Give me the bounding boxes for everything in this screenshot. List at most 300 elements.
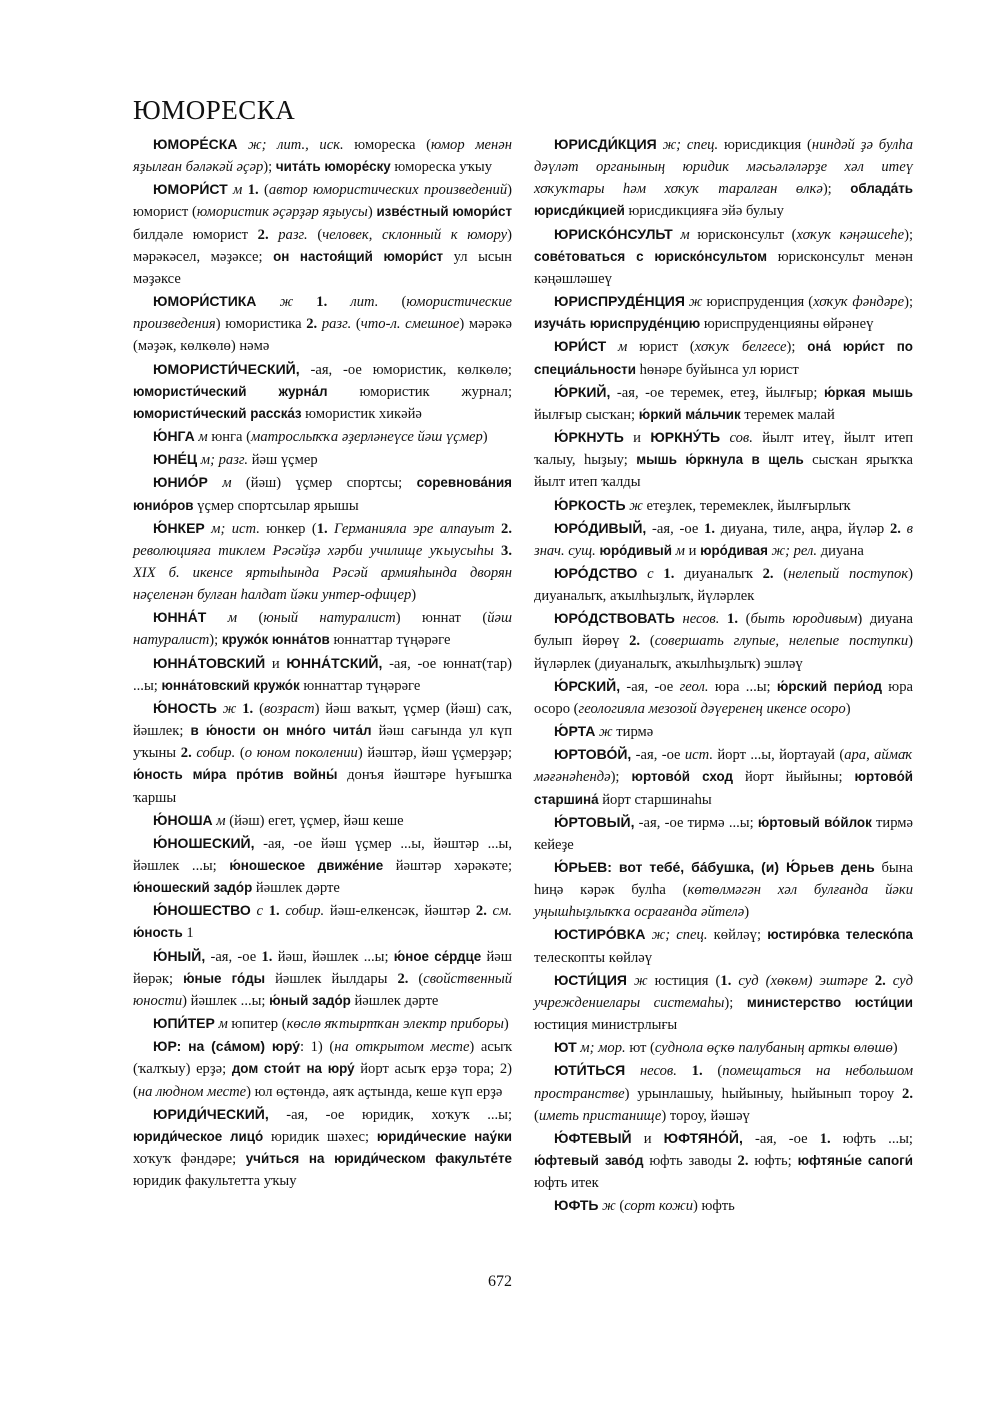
entry-example: ю́ркий ма́льчик — [638, 406, 741, 422]
entry-headword: ЮРИСДИ́КЦИЯ — [554, 136, 657, 152]
entry-translation: юрисконсульт ( — [689, 226, 797, 243]
entry-gloss: Германияла эре алпауыт — [327, 520, 502, 537]
entry-sense-number: 1. — [704, 520, 715, 537]
entry-example: учи́ться на юриди́ческом факульте́те — [245, 1151, 512, 1167]
entry-gloss: совершать глупые, нелепые поступки — [654, 633, 909, 650]
entry-headword: Ю́РКИЙ, — [554, 383, 611, 400]
entry-example: юмористи́ческий журна́л — [133, 383, 328, 399]
entry-translation: диуана — [817, 542, 864, 559]
entry-gloss: ж — [256, 294, 317, 311]
entry-gloss: суднола өҫкө палубаның арткы өлөшө — [654, 1040, 893, 1057]
entry-headword: ЮМОРИ́СТ — [153, 181, 228, 198]
entry-translation: 1 — [182, 925, 194, 942]
entry-example: она́ юри́ст по специа́льности — [534, 339, 913, 377]
entry-gloss: хоҡуҡ фәндәре — [813, 294, 905, 311]
entry-translation: диуаналыҡ — [674, 565, 763, 582]
entry-example: ю́рский пери́од — [776, 678, 882, 694]
entry-gloss: м; мор. — [576, 1040, 626, 1057]
entry-example: юфтяны́е сапоги́ — [797, 1153, 913, 1169]
entry-sense-number: 2. — [874, 972, 886, 989]
entry-translation: -ая, -ое йәш үҫмер ...ы, йәштәр ...ы, йәшлек ...ы; — [133, 835, 512, 874]
entry-gloss: ниндәй ҙә булһа дәүләт органының юридик мәсьәләләрҙе хәл итеү хоҡуҡтары һәм хоҡуҡ таралған өлкә — [534, 137, 913, 198]
entry-gloss: с — [637, 565, 664, 582]
entry-gloss: см. — [486, 903, 512, 920]
entry-gloss: хоҡуҡ кәңәшсеһе — [796, 226, 905, 243]
entry-headword: ЮР: на (са́мом) юру́ — [153, 1038, 300, 1055]
entry-translation: ( — [640, 633, 655, 650]
entry-gloss: сов. — [720, 430, 753, 447]
entry-example: юриди́ческие нау́ки — [376, 1128, 513, 1144]
entry-translation: юмористик журнал; — [327, 383, 512, 400]
dictionary-entry — [133, 606, 512, 651]
entry-example: юнна́товский кружо́к — [161, 677, 300, 693]
entry-translation: ( — [378, 294, 407, 311]
entry-translation: ( — [702, 1063, 723, 1080]
entry-gloss: м — [672, 226, 690, 243]
entry-headword: ЮНЕ́Ц — [153, 451, 198, 468]
dictionary-entry — [534, 856, 913, 923]
entry-translation: юннаттар түңәрәге — [299, 677, 421, 694]
entry-headword: Ю́НГА — [153, 428, 195, 445]
dictionary-entry — [534, 562, 913, 607]
dictionary-entry — [133, 652, 512, 697]
entry-example: он настоя́щий юмори́ст — [273, 248, 444, 264]
entry-translation: -ая, -ое — [620, 678, 680, 695]
dictionary-entry — [534, 969, 913, 1036]
entry-gloss: юмористик әҫәрҙәр яҙыусы — [196, 204, 368, 221]
entry-translation: ) — [411, 587, 417, 604]
entry-gloss: ист. — [684, 747, 714, 764]
entry-translation: юпитер ( — [227, 1016, 287, 1033]
entry-example: ю́ный задо́р — [269, 992, 351, 1008]
entry-gloss: ара, аймаҡ мәғәнәһендә — [534, 747, 913, 786]
dictionary-entry — [534, 517, 913, 562]
entry-translation: йәштәр хәрәкәте; — [383, 858, 513, 874]
entry-headword: ЮНИО́Р — [153, 474, 208, 491]
entry-gloss: несов. — [674, 611, 720, 628]
entry-translation: ) — [503, 1016, 509, 1033]
dictionary-entry — [133, 358, 512, 425]
entry-translation: ) диуаналыҡ, аҡылһыҙлыҡ, йүләрлек — [534, 565, 913, 605]
entry-translation: ); — [610, 769, 632, 786]
entry-translation: юстиция ( — [647, 972, 721, 989]
entry-headword: Ю́НЫЙ, — [153, 947, 206, 964]
entry-translation: юрисдикция ( — [718, 137, 812, 153]
entry-translation: юрист ( — [627, 339, 695, 356]
dictionary-entry — [534, 923, 913, 968]
entry-gloss: юный натуралист — [263, 610, 396, 627]
entry-example: облада́ть юрисди́кцией — [534, 181, 913, 219]
entry-gloss: м — [214, 1016, 228, 1033]
entry-example: юро́дивый — [595, 542, 672, 558]
entry-translation: и — [684, 542, 701, 559]
entry-translation: -ая, -ое юмористик, көлкөлө; — [299, 361, 512, 378]
entry-headword: Ю́НОША — [153, 811, 213, 828]
entry-gloss: разг. — [317, 316, 352, 333]
entry-translation: -ая, -ое теремек, етеҙ, йылғыр; — [610, 384, 825, 401]
entry-translation: ( — [351, 316, 361, 333]
entry-translation: -ая, -ое — [205, 948, 262, 965]
entry-gloss: XIX б. икенсе яртыһында Рәсәй армияһында дворян нәҫеленән булған һалдат йәки унтер-офицер — [133, 564, 512, 604]
entry-headword: ЮННА́ТСКИЙ, — [286, 654, 383, 671]
dictionary-entry — [133, 1012, 512, 1035]
entry-headword: ЮФТЬ — [554, 1197, 599, 1214]
entry-gloss: ж; спец. — [656, 137, 719, 153]
dictionary-entry — [534, 720, 913, 743]
entry-translation: юфть; — [748, 1153, 798, 1170]
entry-sense-number: 1. — [316, 294, 328, 311]
entry-headword: ЮННА́Т — [153, 609, 207, 626]
entry-gloss: революцияға тиклем Рәсәйҙә хәрби училище уҡыусыһы — [133, 542, 502, 559]
entry-sense-number: 1. — [719, 611, 738, 628]
entry-headword: ЮФТЯНО́Й, — [663, 1129, 743, 1146]
entry-gloss: лит. — [327, 294, 379, 311]
entry-translation: хоҡуҡ фәндәре; — [133, 1151, 246, 1168]
entry-translation: юриспруденцияны өйрәнеү — [700, 316, 874, 333]
dictionary-entry — [534, 494, 913, 517]
entry-translation: и — [623, 430, 651, 447]
entry-sense-number: 2. — [629, 633, 641, 650]
entry-gloss: нелепый поступок — [788, 565, 909, 582]
entry-example: дом стои́т на юру́ — [231, 1061, 355, 1077]
entry-example: в ю́ности он мно́го чита́л — [190, 723, 372, 739]
entry-translation: юриспруденция ( — [702, 294, 814, 311]
entry-example: ю́ношеский задо́р — [133, 880, 253, 896]
entry-gloss: ж; спец. — [645, 927, 708, 944]
entry-translation: телескопты көйләү — [534, 949, 652, 966]
entry-gloss: на людном месте — [137, 1083, 247, 1100]
dictionary-entry — [133, 945, 512, 1012]
entry-headword: ЮРО́ДСТВО — [554, 564, 638, 581]
entry-headword: ЮСТИ́ЦИЯ — [554, 971, 627, 988]
entry-translation: ( — [534, 1107, 539, 1124]
entry-translation: юфть заводы — [643, 1153, 738, 1170]
dictionary-entry — [133, 425, 512, 448]
dictionary-entry — [534, 743, 913, 810]
entry-translation: и — [631, 1130, 664, 1147]
entry-sense-number: 2. — [737, 1153, 749, 1170]
entry-translation: -ая, -ое — [631, 747, 685, 764]
dictionary-entry — [534, 335, 913, 380]
entry-translation: ); — [263, 159, 276, 176]
entry-gloss: м — [212, 812, 226, 829]
dictionary-entry — [133, 1103, 512, 1193]
entry-translation: юрисдикцияға эйә булыу — [624, 203, 784, 220]
entry-translation: ); — [724, 994, 747, 1011]
entry-translation: ) мәрәкә (мәҙәк, көлкөлө) нәмә — [133, 316, 512, 355]
entry-translation: -ая, -ое — [742, 1130, 820, 1147]
entry-translation: : 1) ( — [300, 1039, 335, 1056]
entry-gloss: көслө яҡтыртҡан электр приборы — [286, 1016, 504, 1033]
dictionary-entry — [133, 448, 512, 471]
entry-translation: көйләү; — [707, 927, 768, 944]
entry-translation: йәш сағында ул күп уҡыны — [133, 723, 513, 762]
entry-translation: -ая, -ое — [646, 520, 705, 537]
entry-headword: Ю́РСКИЙ, — [554, 677, 621, 694]
entry-translation: ( — [235, 745, 245, 762]
entry-translation: юмористик хикәйә — [301, 405, 422, 422]
entry-gloss: собир. — [191, 745, 236, 762]
entry-translation: -ая, -ое юридик, хоҡуҡ ...ы; — [268, 1106, 512, 1123]
entry-example: изуча́ть юриспруде́нцию — [534, 316, 701, 332]
entry-sense-number: 2. — [889, 520, 901, 537]
entry-translation: ) йәштәр, йәш үҫмерҙәр; — [357, 745, 512, 762]
entry-headword: ЮТ — [554, 1039, 577, 1056]
entry-headword: ЮСТИРО́ВКА — [554, 926, 646, 943]
entry-sense-number: 2. — [180, 745, 192, 762]
entry-headword: ЮРКНУ́ТЬ — [650, 429, 721, 446]
entry-translation: юнкер ( — [259, 520, 317, 537]
entry-gloss: иметь пристанище — [538, 1107, 662, 1124]
entry-translation: теремек малай — [740, 406, 835, 423]
entry-translation: юра осоро ( — [534, 678, 913, 717]
dictionary-entry — [534, 133, 913, 223]
entry-translation: юридик шәхес; — [263, 1128, 377, 1145]
entry-example: соревнова́ния юнио́ров — [133, 475, 512, 513]
entry-sense-number: 1. — [720, 972, 732, 989]
entry-sense-number: 1. — [247, 182, 259, 199]
entry-translation: юннаттар түңәрәге — [329, 632, 451, 649]
entry-translation: ) — [845, 700, 851, 717]
right-column — [534, 133, 913, 1218]
entry-headword: Ю́НКЕР — [153, 519, 205, 536]
entry-translation: йәшлек дәрте — [350, 992, 439, 1009]
entry-gloss: ж — [684, 294, 703, 311]
entry-headword: Ю́НОШЕСТВО — [153, 902, 251, 919]
dictionary-entry — [534, 223, 913, 290]
entry-example: кружо́к юнна́тов — [221, 632, 330, 648]
entry-translation: ют ( — [625, 1040, 655, 1057]
entry-sense-number: 1. — [261, 948, 273, 965]
dictionary-entry — [133, 1035, 512, 1102]
entry-headword: ЮРИСПРУДЕ́НЦИЯ — [554, 293, 685, 310]
entry-example: изве́стный юмори́ст — [376, 204, 512, 220]
entry-example: юмористи́ческий расска́з — [133, 405, 302, 421]
entry-example: юриди́ческое лицо́ — [133, 1128, 264, 1144]
entry-translation: ) йүләрлек (диуаналыҡ, аҡылһыҙлыҡ) эшләү — [534, 633, 913, 672]
entry-translation: ) юннат ( — [395, 610, 488, 627]
entry-translation: йылғыр сысҡан; — [534, 406, 639, 423]
entry-example: юртово́й сход — [631, 769, 733, 785]
entry-sense-number: 1. — [242, 700, 254, 717]
entry-headword: Ю́НОСТЬ — [153, 699, 217, 716]
entry-example: сове́товаться с юриско́нсультом — [534, 248, 768, 264]
dictionary-entry — [133, 899, 512, 944]
entry-translation: юрисконсульт менән кәңәшләшеү — [534, 248, 913, 287]
entry-gloss: ж — [216, 700, 243, 717]
entry-example: ю́фтевый заво́д — [534, 1153, 644, 1169]
entry-example: ю́ные го́ды — [183, 970, 266, 986]
entry-translation: йорт йыйыны; — [732, 769, 855, 786]
entry-gloss: на открытом месте — [334, 1039, 470, 1056]
entry-translation: йылт итеү, йылт итеп ҡалыу, һыҙыу; — [534, 430, 914, 469]
entry-headword: Ю́РЬЕВ: вот тебе́, ба́бушка, (и) Ю́рьев день — [554, 859, 875, 875]
entry-gloss: м — [606, 339, 628, 356]
entry-translation: ( — [408, 970, 424, 987]
dictionary-entry — [534, 1127, 913, 1194]
entry-example: министерство юсти́ции — [746, 994, 913, 1010]
entry-sense-number: 1. — [819, 1130, 831, 1147]
entry-translation: етеҙлек, теремеклек, йылғырлыҡ — [642, 497, 851, 514]
entry-translation: -ая, -ое юннат(тар) ...ы; — [133, 655, 512, 694]
entry-gloss: юмор менән яҙылған бәләкәй әҫәр — [133, 137, 512, 176]
entry-gloss: помещаться на небольшом пространстве — [534, 1063, 914, 1102]
entry-gloss: несов. — [625, 1063, 677, 1080]
entry-translation: ); — [904, 226, 913, 243]
entry-gloss: ж; лит., иск. — [237, 137, 344, 153]
entry-translation: ) диуана булып йөрөү — [534, 611, 913, 650]
entry-headword: ЮМОРЕ́СКА — [153, 136, 238, 152]
entry-gloss: хоҡуҡ белгесе — [694, 339, 787, 356]
dictionary-entry — [133, 471, 512, 516]
entry-headword: Ю́РТА — [554, 723, 596, 740]
entry-gloss: собир. — [279, 903, 325, 920]
entry-sense-number: 1. — [663, 565, 675, 582]
entry-translation: ( — [615, 1198, 625, 1215]
page-number: 672 — [488, 1273, 512, 1290]
entry-sense-number: 1. — [676, 1063, 703, 1080]
entry-headword: Ю́РКОСТЬ — [554, 496, 626, 513]
entry-translation: бына һиңә кәрәк булһа ( — [534, 860, 913, 899]
entry-sense-number: 2. — [257, 226, 269, 243]
entry-translation: ); — [822, 181, 851, 198]
entry-gloss: разг. — [268, 226, 308, 243]
entry-translation: һөнәре буйынса ул юрист — [635, 361, 799, 378]
entry-translation: юфть итек — [534, 1175, 599, 1192]
entry-gloss: свойственный юности — [133, 970, 512, 1009]
entry-translation: билдәле юморист — [133, 226, 258, 243]
entry-translation: ); — [786, 339, 808, 356]
entry-gloss: көтөлмәгән хәл булғанда йәки уңышһыҙлыҡҡа осрағанда әйтелә — [534, 882, 913, 921]
entry-translation: юнга ( — [207, 429, 252, 446]
dictionary-entry — [534, 811, 913, 856]
entry-translation: (йәш) егет, үҫмер, йәш кеше — [225, 812, 404, 829]
entry-translation: ) юфть — [693, 1198, 735, 1215]
entry-gloss: м; ист. — [204, 520, 260, 537]
entry-translation: ) асыҡ (ҡалҡыу) ерҙә; — [133, 1039, 512, 1078]
entry-gloss: геологияла мезозой дәүеренең икенсе осоро — [578, 700, 846, 717]
entry-translation: ( — [307, 226, 323, 243]
dictionary-entry — [534, 607, 913, 674]
entry-example: ю́ное се́рдце — [393, 948, 482, 964]
entry-gloss: сорт кожи — [624, 1198, 693, 1215]
entry-translation: ); — [904, 294, 913, 311]
entry-gloss: м — [671, 542, 685, 559]
entry-translation: ) — [367, 204, 377, 221]
dictionary-entry — [534, 1036, 913, 1059]
entry-translation: ( — [253, 700, 264, 717]
entry-translation: ) — [744, 904, 750, 921]
dictionary-entry — [133, 133, 512, 178]
entry-example: ю́ртовый во́йлок — [757, 814, 872, 830]
entry-translation: ) юмористика — [215, 316, 307, 333]
entry-translation: ( — [737, 611, 751, 628]
entry-example: юртово́й старшина́ — [534, 769, 913, 807]
entry-sense-number: 3. — [501, 542, 512, 559]
entry-gloss: ж — [595, 724, 613, 741]
entry-translation: ); — [209, 632, 222, 649]
entry-headword: ЮННА́ТОВСКИЙ — [153, 654, 266, 671]
entry-sense-number: 1. — [268, 903, 280, 920]
entry-gloss: м — [194, 429, 208, 446]
entry-gloss: в знач. сущ. — [534, 520, 913, 559]
entry-translation: ) тороу, йәшәү — [661, 1107, 750, 1124]
entry-translation: юра ...ы; — [708, 678, 777, 695]
entry-example: чита́ть юморе́ску — [275, 159, 391, 175]
entry-gloss: ж — [626, 972, 648, 989]
entry-sense-number: 1. — [316, 520, 328, 537]
entry-translation: ) йәшлек ...ы; — [182, 992, 270, 1009]
entry-gloss: м — [227, 182, 248, 199]
entry-sense-number: 2. — [397, 970, 409, 987]
entry-translation: донъя йәштәре һуғышҡа ҡаршы — [133, 767, 512, 806]
entry-headword: ЮМОРИ́СТИКА — [153, 293, 257, 310]
entry-headword: ЮРИСКО́НСУЛЬТ — [554, 225, 673, 242]
entry-translation: юридик факультетта уҡыу — [133, 1173, 297, 1190]
dictionary-entry — [534, 426, 913, 493]
entry-headword: ЮРО́ДСТВОВАТЬ — [554, 610, 675, 627]
entry-translation: -ая, -ое тирмә ...ы; — [634, 814, 758, 831]
entry-headword: ЮТИ́ТЬСЯ — [554, 1062, 626, 1079]
entry-sense-number: 2. — [902, 1085, 913, 1102]
entry-example: ю́ркая мышь — [824, 384, 913, 400]
entry-translation: диуана, тиле, аңра, йүләр — [715, 520, 890, 537]
entry-translation: юфть ...ы; — [830, 1130, 913, 1147]
entry-sense-number: 2. — [475, 903, 487, 920]
entry-sense-number: 2. — [762, 565, 774, 582]
entry-headword: ЮПИ́ТЕР — [153, 1015, 215, 1032]
entry-headword: ЮРИДИ́ЧЕСКИЙ, — [153, 1105, 269, 1122]
entry-gloss: геол. — [679, 678, 709, 695]
dictionary-entry — [133, 290, 512, 357]
running-head: ЮМОРЕСКА — [133, 95, 296, 125]
entry-translation: үҫмер спортсылар ярышы — [193, 497, 359, 514]
entry-translation: (йәш) үҫмер спортсы; — [231, 475, 417, 492]
entry-headword: Ю́РТОВЫЙ, — [554, 813, 635, 830]
entry-example: мышь ю́ркнула в щель — [636, 452, 804, 468]
dictionary-entry — [534, 1059, 913, 1126]
entry-translation: юстиция министрлығы — [534, 1017, 678, 1034]
entry-gloss: юмористические произведения — [133, 294, 512, 333]
entry-example: юро́дивая — [700, 542, 768, 558]
dictionary-entry — [534, 675, 913, 720]
entry-translation: йорт асыҡ ерҙә тора; 2) ( — [133, 1061, 513, 1100]
dictionary-entry — [133, 809, 512, 832]
entry-gloss: возраст — [264, 700, 315, 717]
entry-translation: юмореска ( — [343, 137, 431, 153]
entry-translation: ( — [258, 182, 269, 199]
entry-headword: Ю́РКНУТЬ — [554, 429, 624, 446]
entry-translation: юмореска уҡыу — [390, 159, 493, 176]
entry-translation: ) — [892, 1040, 898, 1057]
entry-example: ю́ношеское движе́ние — [229, 858, 384, 873]
entry-example: юстиро́вка телеско́па — [767, 927, 914, 943]
entry-translation: ( — [237, 610, 264, 627]
entry-gloss: ж — [598, 1198, 616, 1215]
entry-translation: йәш, йәшлек ...ы; — [272, 948, 394, 965]
entry-translation: йәш йөрәк; — [133, 948, 512, 987]
entry-sense-number: 2. — [306, 316, 318, 333]
entry-gloss: ж — [625, 497, 643, 514]
entry-gloss: м; разг. — [197, 452, 249, 469]
entry-gloss: автор юмористических произведений — [268, 182, 508, 199]
entry-headword: ЮРИ́СТ — [554, 338, 607, 355]
entry-translation: йорт ...ы, йортауай ( — [713, 747, 845, 764]
dictionary-entry — [534, 1194, 913, 1217]
entry-translation: ) йәш ваҡыт, үҫмер (йәш) саҡ, йәшлек; — [133, 700, 513, 740]
dictionary-entry — [133, 517, 512, 607]
entry-translation: сысҡан ярыҡҡа йылт итеп ҡалды — [534, 452, 913, 491]
